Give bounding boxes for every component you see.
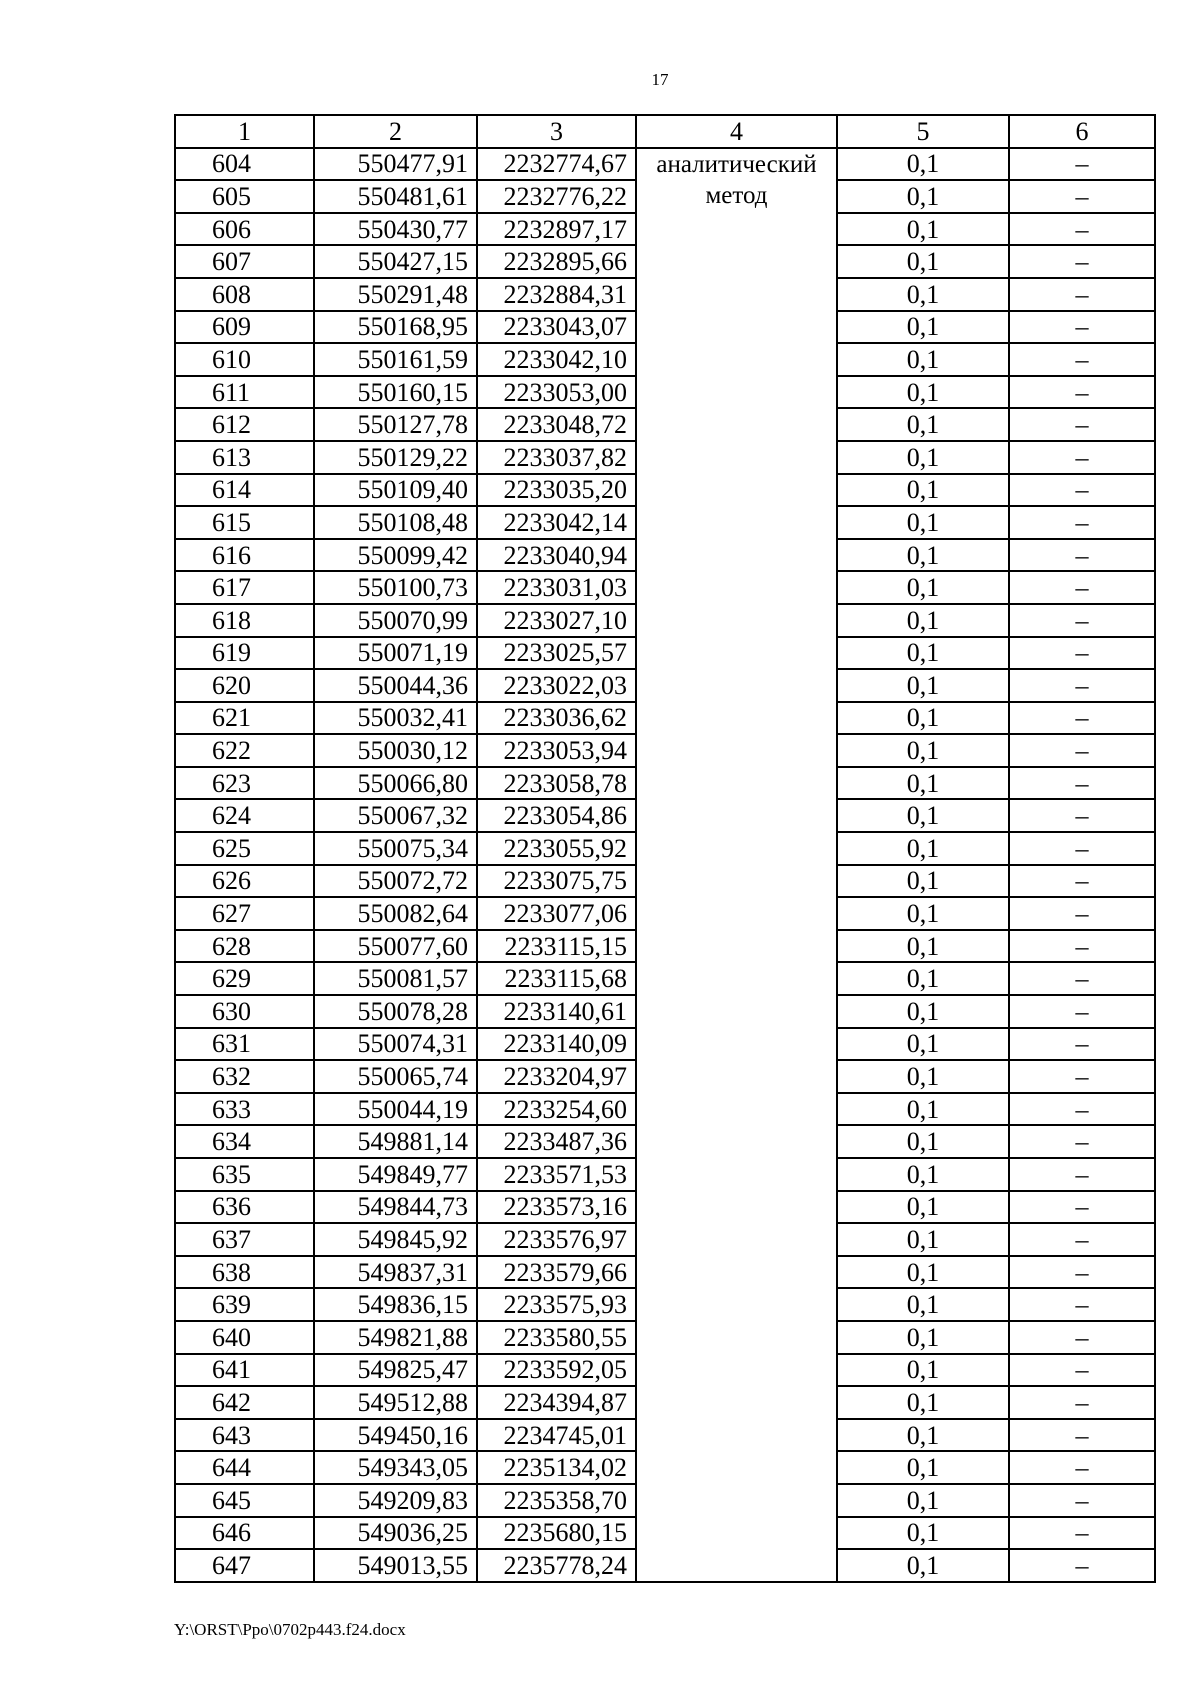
x-coordinate-cell: 550071,19 (314, 637, 477, 670)
point-number-cell: 632 (175, 1060, 314, 1093)
accuracy-cell: 0,1 (837, 408, 1009, 441)
accuracy-cell: 0,1 (837, 897, 1009, 930)
note-cell: – (1009, 995, 1155, 1028)
y-coordinate-cell: 2233027,10 (477, 604, 636, 637)
point-number-cell: 616 (175, 539, 314, 572)
point-number-cell: 615 (175, 506, 314, 539)
y-coordinate-cell: 2232776,22 (477, 180, 636, 213)
point-number-cell: 614 (175, 474, 314, 507)
y-coordinate-cell: 2233035,20 (477, 474, 636, 507)
y-coordinate-cell: 2233487,36 (477, 1125, 636, 1158)
accuracy-cell: 0,1 (837, 441, 1009, 474)
accuracy-cell: 0,1 (837, 1549, 1009, 1582)
point-number-cell: 617 (175, 571, 314, 604)
y-coordinate-cell: 2232774,67 (477, 148, 636, 181)
point-number-cell: 636 (175, 1191, 314, 1224)
point-number-cell: 634 (175, 1125, 314, 1158)
y-coordinate-cell: 2233579,66 (477, 1256, 636, 1289)
y-coordinate-cell: 2233022,03 (477, 669, 636, 702)
accuracy-cell: 0,1 (837, 702, 1009, 735)
note-cell: – (1009, 1288, 1155, 1321)
note-cell: – (1009, 539, 1155, 572)
point-number-cell: 631 (175, 1028, 314, 1061)
x-coordinate-cell: 550077,60 (314, 930, 477, 963)
note-cell: – (1009, 213, 1155, 246)
x-coordinate-cell: 550075,34 (314, 832, 477, 865)
point-number-cell: 639 (175, 1288, 314, 1321)
table-row (175, 148, 1155, 181)
y-coordinate-cell: 2235778,24 (477, 1549, 636, 1582)
note-cell: – (1009, 930, 1155, 963)
point-number-cell: 604 (175, 148, 314, 181)
point-number-cell: 608 (175, 278, 314, 311)
y-coordinate-cell: 2235358,70 (477, 1484, 636, 1517)
accuracy-cell: 0,1 (837, 213, 1009, 246)
accuracy-cell: 0,1 (837, 1321, 1009, 1354)
note-cell: – (1009, 1386, 1155, 1419)
note-cell: – (1009, 408, 1155, 441)
note-cell: – (1009, 865, 1155, 898)
x-coordinate-cell: 550100,73 (314, 571, 477, 604)
x-coordinate-cell: 550074,31 (314, 1028, 477, 1061)
note-cell: – (1009, 1158, 1155, 1191)
x-coordinate-cell: 549825,47 (314, 1354, 477, 1387)
x-coordinate-cell: 550066,80 (314, 767, 477, 800)
accuracy-cell: 0,1 (837, 245, 1009, 278)
point-number-cell: 644 (175, 1451, 314, 1484)
x-coordinate-cell: 549845,92 (314, 1223, 477, 1256)
x-coordinate-cell: 550481,61 (314, 180, 477, 213)
note-cell: – (1009, 1451, 1155, 1484)
note-cell: – (1009, 1191, 1155, 1224)
x-coordinate-cell: 549844,73 (314, 1191, 477, 1224)
point-number-cell: 612 (175, 408, 314, 441)
y-coordinate-cell: 2233043,07 (477, 311, 636, 344)
point-number-cell: 643 (175, 1419, 314, 1452)
note-cell: – (1009, 1256, 1155, 1289)
y-coordinate-cell: 2233575,93 (477, 1288, 636, 1321)
accuracy-cell: 0,1 (837, 1288, 1009, 1321)
accuracy-cell: 0,1 (837, 278, 1009, 311)
point-number-cell: 642 (175, 1386, 314, 1419)
y-coordinate-cell: 2233053,00 (477, 376, 636, 409)
x-coordinate-cell: 550427,15 (314, 245, 477, 278)
point-number-cell: 640 (175, 1321, 314, 1354)
x-coordinate-cell: 549450,16 (314, 1419, 477, 1452)
x-coordinate-cell: 550072,72 (314, 865, 477, 898)
accuracy-cell: 0,1 (837, 799, 1009, 832)
note-cell: – (1009, 1125, 1155, 1158)
y-coordinate-cell: 2233048,72 (477, 408, 636, 441)
note-cell: – (1009, 474, 1155, 507)
note-cell: – (1009, 1093, 1155, 1126)
y-coordinate-cell: 2233031,03 (477, 571, 636, 604)
note-cell: – (1009, 962, 1155, 995)
x-coordinate-cell: 550109,40 (314, 474, 477, 507)
accuracy-cell: 0,1 (837, 1125, 1009, 1158)
point-number-cell: 605 (175, 180, 314, 213)
x-coordinate-cell: 550067,32 (314, 799, 477, 832)
y-coordinate-cell: 2232884,31 (477, 278, 636, 311)
y-coordinate-cell: 2233042,10 (477, 343, 636, 376)
accuracy-cell: 0,1 (837, 832, 1009, 865)
y-coordinate-cell: 2233055,92 (477, 832, 636, 865)
coordinates-table (174, 114, 1156, 1583)
accuracy-cell: 0,1 (837, 311, 1009, 344)
accuracy-cell: 0,1 (837, 604, 1009, 637)
column-header-4: 4 (636, 115, 837, 148)
y-coordinate-cell: 2233025,57 (477, 637, 636, 670)
x-coordinate-cell: 550168,95 (314, 311, 477, 344)
y-coordinate-cell: 2235134,02 (477, 1451, 636, 1484)
x-coordinate-cell: 550044,19 (314, 1093, 477, 1126)
note-cell: – (1009, 571, 1155, 604)
accuracy-cell: 0,1 (837, 1517, 1009, 1550)
note-cell: – (1009, 180, 1155, 213)
accuracy-cell: 0,1 (837, 571, 1009, 604)
y-coordinate-cell: 2233054,86 (477, 799, 636, 832)
accuracy-cell: 0,1 (837, 767, 1009, 800)
column-header-6: 6 (1009, 115, 1155, 148)
y-coordinate-cell: 2233040,94 (477, 539, 636, 572)
accuracy-cell: 0,1 (837, 474, 1009, 507)
x-coordinate-cell: 550108,48 (314, 506, 477, 539)
column-header-5: 5 (837, 115, 1009, 148)
note-cell: – (1009, 1223, 1155, 1256)
note-cell: – (1009, 376, 1155, 409)
note-cell: – (1009, 245, 1155, 278)
note-cell: – (1009, 604, 1155, 637)
accuracy-cell: 0,1 (837, 1158, 1009, 1191)
point-number-cell: 625 (175, 832, 314, 865)
note-cell: – (1009, 832, 1155, 865)
y-coordinate-cell: 2233037,82 (477, 441, 636, 474)
accuracy-cell: 0,1 (837, 637, 1009, 670)
note-cell: – (1009, 506, 1155, 539)
x-coordinate-cell: 549013,55 (314, 1549, 477, 1582)
note-cell: – (1009, 343, 1155, 376)
x-coordinate-cell: 550044,36 (314, 669, 477, 702)
y-coordinate-cell: 2233580,55 (477, 1321, 636, 1354)
point-number-cell: 646 (175, 1517, 314, 1550)
note-cell: – (1009, 1419, 1155, 1452)
y-coordinate-cell: 2233573,16 (477, 1191, 636, 1224)
note-cell: – (1009, 148, 1155, 181)
note-cell: – (1009, 278, 1155, 311)
x-coordinate-cell: 549036,25 (314, 1517, 477, 1550)
note-cell: – (1009, 1060, 1155, 1093)
note-cell: – (1009, 897, 1155, 930)
x-coordinate-cell: 549836,15 (314, 1288, 477, 1321)
y-coordinate-cell: 2235680,15 (477, 1517, 636, 1550)
column-header-2: 2 (314, 115, 477, 148)
y-coordinate-cell: 2233058,78 (477, 767, 636, 800)
x-coordinate-cell: 549209,83 (314, 1484, 477, 1517)
accuracy-cell: 0,1 (837, 1484, 1009, 1517)
note-cell: – (1009, 767, 1155, 800)
footer-file-path: Y:\ORST\Ppo\0702p443.f24.docx (174, 1620, 406, 1639)
point-number-cell: 630 (175, 995, 314, 1028)
accuracy-cell: 0,1 (837, 1354, 1009, 1387)
accuracy-cell: 0,1 (837, 539, 1009, 572)
x-coordinate-cell: 550081,57 (314, 962, 477, 995)
y-coordinate-cell: 2233204,97 (477, 1060, 636, 1093)
point-number-cell: 609 (175, 311, 314, 344)
y-coordinate-cell: 2234394,87 (477, 1386, 636, 1419)
note-cell: – (1009, 669, 1155, 702)
x-coordinate-cell: 549512,88 (314, 1386, 477, 1419)
accuracy-cell: 0,1 (837, 1451, 1009, 1484)
point-number-cell: 645 (175, 1484, 314, 1517)
x-coordinate-cell: 550078,28 (314, 995, 477, 1028)
point-number-cell: 607 (175, 245, 314, 278)
point-number-cell: 647 (175, 1549, 314, 1582)
note-cell: – (1009, 1354, 1155, 1387)
note-cell: – (1009, 1484, 1155, 1517)
point-number-cell: 613 (175, 441, 314, 474)
y-coordinate-cell: 2233036,62 (477, 702, 636, 735)
x-coordinate-cell: 550030,12 (314, 734, 477, 767)
note-cell: – (1009, 1549, 1155, 1582)
y-coordinate-cell: 2233576,97 (477, 1223, 636, 1256)
y-coordinate-cell: 2232895,66 (477, 245, 636, 278)
accuracy-cell: 0,1 (837, 1093, 1009, 1126)
accuracy-cell: 0,1 (837, 148, 1009, 181)
accuracy-cell: 0,1 (837, 506, 1009, 539)
point-number-cell: 635 (175, 1158, 314, 1191)
y-coordinate-cell: 2233140,61 (477, 995, 636, 1028)
method-cell: аналитический метод (636, 148, 837, 1582)
x-coordinate-cell: 550129,22 (314, 441, 477, 474)
note-cell: – (1009, 1321, 1155, 1354)
x-coordinate-cell: 550070,99 (314, 604, 477, 637)
accuracy-cell: 0,1 (837, 669, 1009, 702)
note-cell: – (1009, 1517, 1155, 1550)
point-number-cell: 627 (175, 897, 314, 930)
y-coordinate-cell: 2233592,05 (477, 1354, 636, 1387)
point-number-cell: 621 (175, 702, 314, 735)
page-number: 17 (651, 70, 669, 89)
y-coordinate-cell: 2233042,14 (477, 506, 636, 539)
accuracy-cell: 0,1 (837, 1060, 1009, 1093)
accuracy-cell: 0,1 (837, 734, 1009, 767)
note-cell: – (1009, 799, 1155, 832)
y-coordinate-cell: 2233077,06 (477, 897, 636, 930)
x-coordinate-cell: 549837,31 (314, 1256, 477, 1289)
accuracy-cell: 0,1 (837, 865, 1009, 898)
x-coordinate-cell: 549821,88 (314, 1321, 477, 1354)
note-cell: – (1009, 637, 1155, 670)
point-number-cell: 620 (175, 669, 314, 702)
note-cell: – (1009, 702, 1155, 735)
note-cell: – (1009, 734, 1155, 767)
y-coordinate-cell: 2233053,94 (477, 734, 636, 767)
accuracy-cell: 0,1 (837, 1386, 1009, 1419)
point-number-cell: 633 (175, 1093, 314, 1126)
point-number-cell: 638 (175, 1256, 314, 1289)
x-coordinate-cell: 550082,64 (314, 897, 477, 930)
x-coordinate-cell: 550477,91 (314, 148, 477, 181)
y-coordinate-cell: 2233140,09 (477, 1028, 636, 1061)
note-cell: – (1009, 1028, 1155, 1061)
note-cell: – (1009, 311, 1155, 344)
x-coordinate-cell: 549881,14 (314, 1125, 477, 1158)
point-number-cell: 628 (175, 930, 314, 963)
accuracy-cell: 0,1 (837, 1256, 1009, 1289)
accuracy-cell: 0,1 (837, 180, 1009, 213)
point-number-cell: 610 (175, 343, 314, 376)
point-number-cell: 629 (175, 962, 314, 995)
y-coordinate-cell: 2233115,15 (477, 930, 636, 963)
accuracy-cell: 0,1 (837, 1223, 1009, 1256)
point-number-cell: 611 (175, 376, 314, 409)
point-number-cell: 618 (175, 604, 314, 637)
table-header-row (175, 115, 1155, 148)
y-coordinate-cell: 2234745,01 (477, 1419, 636, 1452)
y-coordinate-cell: 2233115,68 (477, 962, 636, 995)
point-number-cell: 641 (175, 1354, 314, 1387)
x-coordinate-cell: 550291,48 (314, 278, 477, 311)
point-number-cell: 637 (175, 1223, 314, 1256)
x-coordinate-cell: 550161,59 (314, 343, 477, 376)
point-number-cell: 619 (175, 637, 314, 670)
y-coordinate-cell: 2233075,75 (477, 865, 636, 898)
note-cell: – (1009, 441, 1155, 474)
point-number-cell: 622 (175, 734, 314, 767)
x-coordinate-cell: 550430,77 (314, 213, 477, 246)
x-coordinate-cell: 550065,74 (314, 1060, 477, 1093)
x-coordinate-cell: 550099,42 (314, 539, 477, 572)
table-body (175, 148, 1155, 1582)
x-coordinate-cell: 549849,77 (314, 1158, 477, 1191)
accuracy-cell: 0,1 (837, 376, 1009, 409)
accuracy-cell: 0,1 (837, 1191, 1009, 1224)
accuracy-cell: 0,1 (837, 930, 1009, 963)
accuracy-cell: 0,1 (837, 343, 1009, 376)
accuracy-cell: 0,1 (837, 1419, 1009, 1452)
accuracy-cell: 0,1 (837, 995, 1009, 1028)
accuracy-cell: 0,1 (837, 962, 1009, 995)
x-coordinate-cell: 550032,41 (314, 702, 477, 735)
point-number-cell: 626 (175, 865, 314, 898)
x-coordinate-cell: 550127,78 (314, 408, 477, 441)
column-header-3: 3 (477, 115, 636, 148)
x-coordinate-cell: 549343,05 (314, 1451, 477, 1484)
point-number-cell: 606 (175, 213, 314, 246)
y-coordinate-cell: 2233254,60 (477, 1093, 636, 1126)
x-coordinate-cell: 550160,15 (314, 376, 477, 409)
point-number-cell: 624 (175, 799, 314, 832)
point-number-cell: 623 (175, 767, 314, 800)
column-header-1: 1 (175, 115, 314, 148)
accuracy-cell: 0,1 (837, 1028, 1009, 1061)
y-coordinate-cell: 2233571,53 (477, 1158, 636, 1191)
y-coordinate-cell: 2232897,17 (477, 213, 636, 246)
